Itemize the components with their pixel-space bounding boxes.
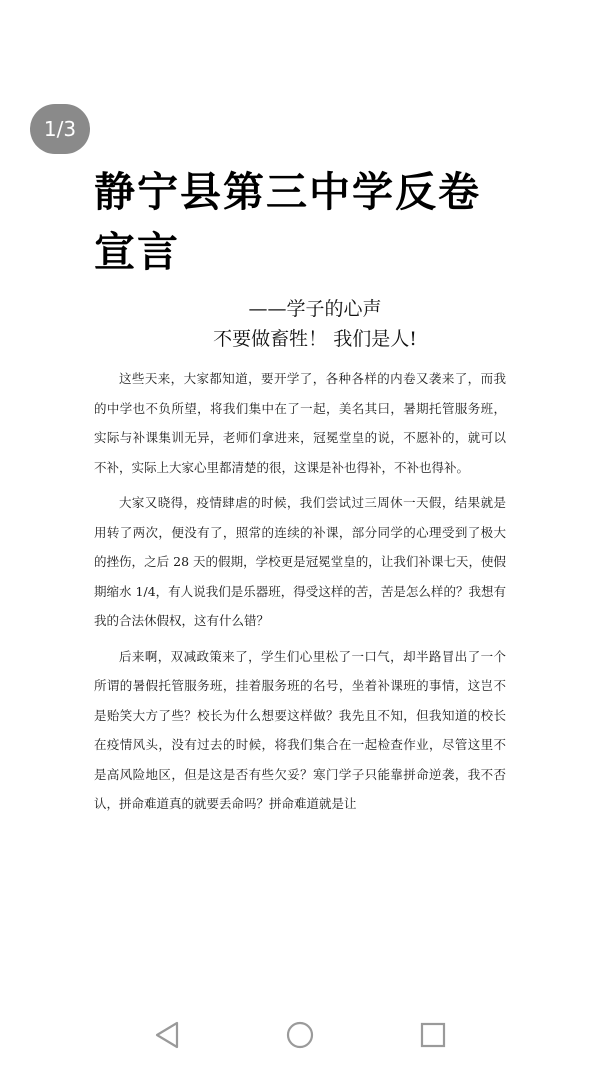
paragraph-1: 这些天来，大家都知道，要开学了，各种各样的内卷又袭来了，而我的中学也不负所望，将我们集中在了一起，美名其曰，暑期托管服务班，实际与补课集训无异，老师们拿进来，冠冕堂皇的说，不愿补的，就可以不补，实际上大家心里都清楚的很，这课是补也得补，不补也得补。 [94, 371, 506, 475]
document-slogan: 不要做畜牲！ 我们是人! [213, 328, 417, 350]
document-title: 静宁县第三中学反卷宣言 [94, 168, 481, 276]
back-triangle-icon [153, 1020, 181, 1050]
paragraph-3: 后来啊，双减政策来了，学生们心里松了一口气，却半路冒出了一个所谓的暑假托管服务班，挂着服务班的名号，坐着补课班的事情，这岂不是贻笑大方了些？校长为什么想要这样做？我先且不知，但我知道的校长在疫情风头，没有过去的时候，将我们集合在一起检查作业，尽管这里不是高风险地区，但是这是否有些欠妥？寒门学子只能靠拼命逆袭，我不否认，拼命难道真的就要丢命吗？拼命难道就是让 [94, 648, 506, 811]
home-button[interactable] [280, 1015, 320, 1055]
paragraph-2: 大家又晓得，疫情肆虐的时候，我们尝试过三周休一天假，结果就是用转了两次，便没有了，照常的连续的补课，部分同学的心理受到了极大的挫伤，之后 28 天的假期，学校更是冠冕堂皇的，让我们补课七天，使假期缩水 1/4，有人说我们是乐器班，得受这样的苦，苦是怎么样的？我想有我的合法休假权，这有什么错？ [94, 495, 506, 628]
document-page [94, 162, 506, 819]
document-subtitle: ——学子的心声 [248, 298, 382, 320]
navigation-bar [0, 1005, 600, 1065]
recents-button[interactable] [413, 1015, 453, 1055]
page-indicator-badge: 1/3 [30, 104, 90, 154]
back-button[interactable] [147, 1015, 187, 1055]
recents-square-icon [419, 1021, 447, 1049]
home-circle-icon [285, 1020, 315, 1050]
